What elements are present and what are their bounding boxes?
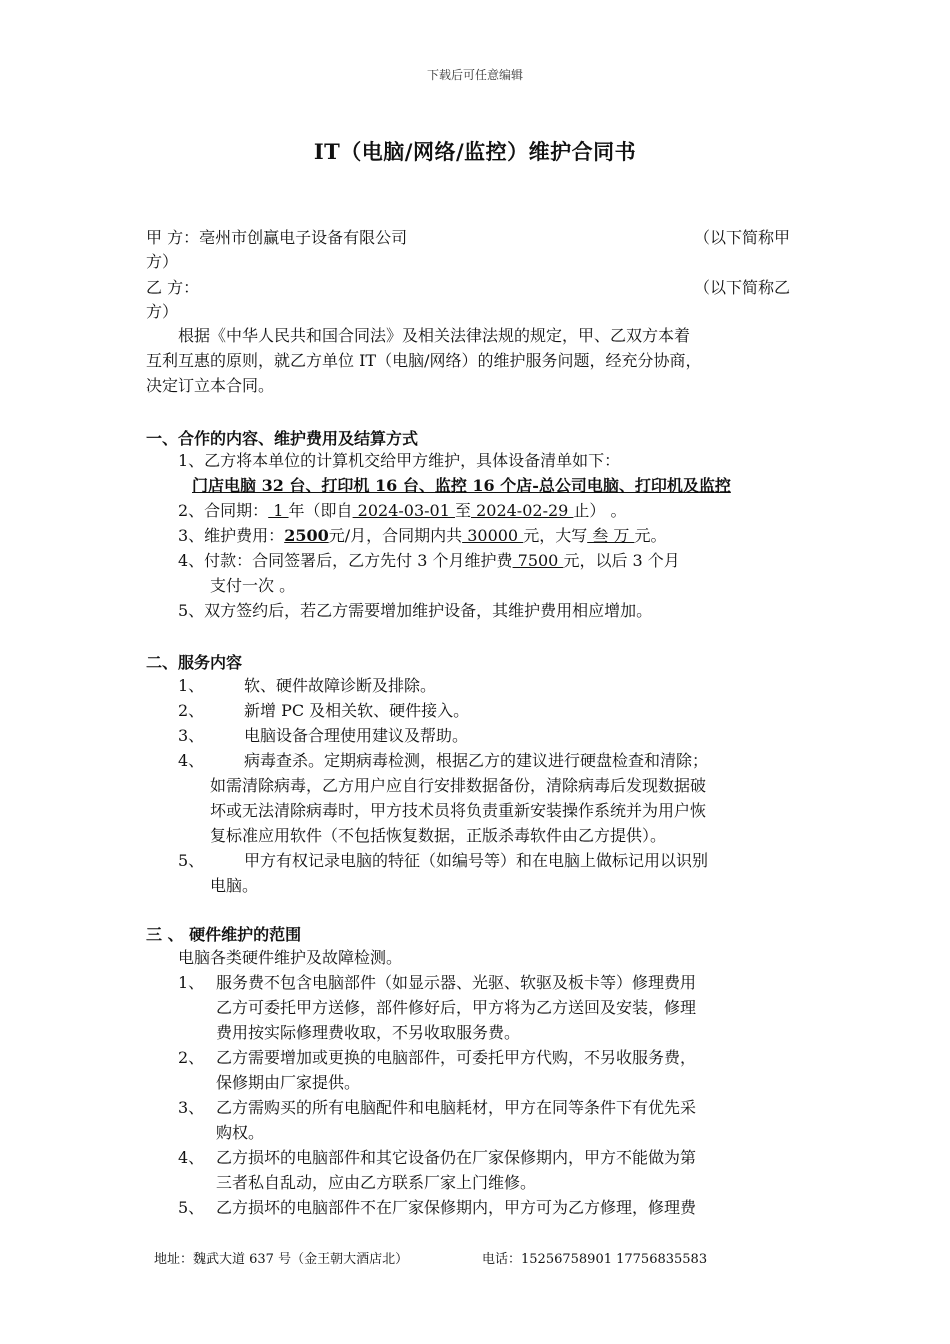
party-a-line xyxy=(146,226,407,250)
service-item-1: 软、硬件故障诊断及排除。 xyxy=(244,676,437,695)
hardware-item-1-line-3: 费用按实际修理费收取，不另收取服务费。 xyxy=(216,1023,521,1042)
hardware-item-2-line-1: 乙方需要增加或更换的电脑部件，可委托甲方代购，不另收服务费， xyxy=(216,1048,697,1067)
service-item-4: 病毒查杀。定期病毒检测，根据乙方的建议进行硬盘检查和清除； xyxy=(244,751,709,770)
party-b-note-cont: 方） xyxy=(146,302,179,321)
section-1-title: 一、合作的内容、维护费用及结算方式 xyxy=(146,429,419,448)
footer-phone: 电话：15256758901 17756835583 xyxy=(482,1252,708,1267)
total-fee-chinese: 叁 万 xyxy=(587,526,635,545)
service-item-2-num: 2、 xyxy=(178,701,205,720)
service-item-3: 电脑设备合理使用建议及帮助。 xyxy=(244,726,469,745)
service-item-4-num: 4、 xyxy=(178,751,205,770)
service-item-1-num: 1、 xyxy=(178,676,205,695)
service-item-4-cont-2: 坏或无法清除病毒时，甲方技术员将负责重新安装操作系统并为用户恢 xyxy=(210,801,707,820)
service-item-5-num: 5、 xyxy=(178,851,205,870)
party-a-note: （以下简称甲 xyxy=(694,228,791,247)
fee-text-c: 元。 xyxy=(634,526,667,545)
service-item-4-cont-3: 复标准应用软件（不包括恢复数据，正版杀毒软件由乙方提供）。 xyxy=(210,826,667,845)
party-b-note: （以下简称乙 xyxy=(694,278,791,297)
hardware-item-3-line-2: 购权。 xyxy=(216,1123,265,1142)
fee-text-b: 元，大写 xyxy=(523,526,588,545)
hardware-item-4-line-2: 三者私自乱动，应由乙方联系厂家上门维修。 xyxy=(216,1173,537,1192)
start-date: 2024-03-01 xyxy=(352,501,455,520)
hardware-item-4-num: 4、 xyxy=(178,1148,205,1167)
hardware-item-3-num: 3、 xyxy=(178,1098,205,1117)
intro-line-3: 决定订立本合同。 xyxy=(146,376,275,395)
contract-years: 1 xyxy=(268,501,289,520)
fee-text-a: 元/月，合同期内共 xyxy=(328,526,463,545)
equipment-list: 门店电脑 32 台、打印机 16 台、监控 16 个店-总公司电脑、打印机及监控 xyxy=(192,476,731,495)
service-item-3-num: 3、 xyxy=(178,726,205,745)
monthly-fee: 2500 xyxy=(284,526,329,545)
intro-line-2: 互利互惠的原则，就乙方单位 IT（电脑/网络）的维护服务问题，经充分协商， xyxy=(146,351,702,370)
hardware-item-1-num: 1、 xyxy=(178,973,205,992)
service-item-5: 甲方有权记录电脑的特征（如编号等）和在电脑上做标记用以识别 xyxy=(244,851,709,870)
section-1-item-3 xyxy=(178,524,667,548)
section-1-item-4-cont: 支付一次 。 xyxy=(210,576,296,595)
party-a-name: 亳州市创赢电子设备有限公司 xyxy=(199,228,408,247)
section-3-title: 三 、 硬件维护的范围 xyxy=(146,925,302,944)
document-title: IT（电脑/网络/监控）维护合同书 xyxy=(313,139,637,164)
section-1-item-2 xyxy=(178,499,627,523)
period-text-a: 年（即自 xyxy=(288,501,353,520)
page-header: 下载后可任意编辑 xyxy=(426,68,523,82)
hardware-item-1-line-2: 乙方可委托甲方送修，部件修好后，甲方将为乙方送回及安装，修理 xyxy=(216,998,697,1017)
total-fee: 30000 xyxy=(462,526,524,545)
party-a-note-cont: 方） xyxy=(146,252,179,271)
payment-text-b: 元，以后 3 个月 xyxy=(563,551,680,570)
service-item-5-cont: 电脑。 xyxy=(210,876,259,895)
footer-address: 地址：魏武大道 637 号（金王朝大酒店北） xyxy=(154,1252,409,1267)
advance-payment: 7500 xyxy=(512,551,564,570)
party-b-label: 乙 方： xyxy=(146,278,200,297)
hardware-item-5-num: 5、 xyxy=(178,1198,205,1217)
hardware-item-3-line-1: 乙方需购买的所有电脑配件和电脑耗材，甲方在同等条件下有优先采 xyxy=(216,1098,697,1117)
section-1-item-1: 1、乙方将本单位的计算机交给甲方维护，具体设备清单如下： xyxy=(178,451,621,470)
hardware-item-2-line-2: 保修期由厂家提供。 xyxy=(216,1073,361,1092)
service-item-4-cont-1: 如需清除病毒，乙方用户应自行安排数据备份，清除病毒后发现数据破 xyxy=(210,776,707,795)
period-text-c: 止） 。 xyxy=(573,501,627,520)
hardware-item-2-num: 2、 xyxy=(178,1048,205,1067)
period-text-b: 至 xyxy=(454,501,471,520)
end-date: 2024-02-29 xyxy=(471,501,574,520)
contract-period-label: 2、合同期： xyxy=(178,501,269,520)
hardware-item-5-line-1: 乙方损坏的电脑部件不在厂家保修期内，甲方可为乙方修理，修理费 xyxy=(216,1198,697,1217)
party-a-label: 甲 方： xyxy=(146,228,200,247)
section-1-item-5: 5、双方签约后，若乙方需要增加维护设备，其维护费用相应增加。 xyxy=(178,601,653,620)
section-1-item-4 xyxy=(178,549,680,573)
hardware-item-1-line-1: 服务费不包含电脑部件（如显示器、光驱、软驱及板卡等）修理费用 xyxy=(216,973,697,992)
intro-line-1: 根据《中华人民共和国合同法》及相关法律法规的规定，甲、乙双方本着 xyxy=(178,326,691,345)
fee-label: 3、维护费用： xyxy=(178,526,285,545)
payment-text-a: 4、付款：合同签署后，乙方先付 3 个月维护费 xyxy=(178,551,513,570)
service-item-2: 新增 PC 及相关软、硬件接入。 xyxy=(244,701,470,720)
section-2-title: 二、服务内容 xyxy=(146,653,243,672)
section-3-intro: 电脑各类硬件维护及故障检测。 xyxy=(178,948,403,967)
hardware-item-4-line-1: 乙方损坏的电脑部件和其它设备仍在厂家保修期内，甲方不能做为第 xyxy=(216,1148,697,1167)
